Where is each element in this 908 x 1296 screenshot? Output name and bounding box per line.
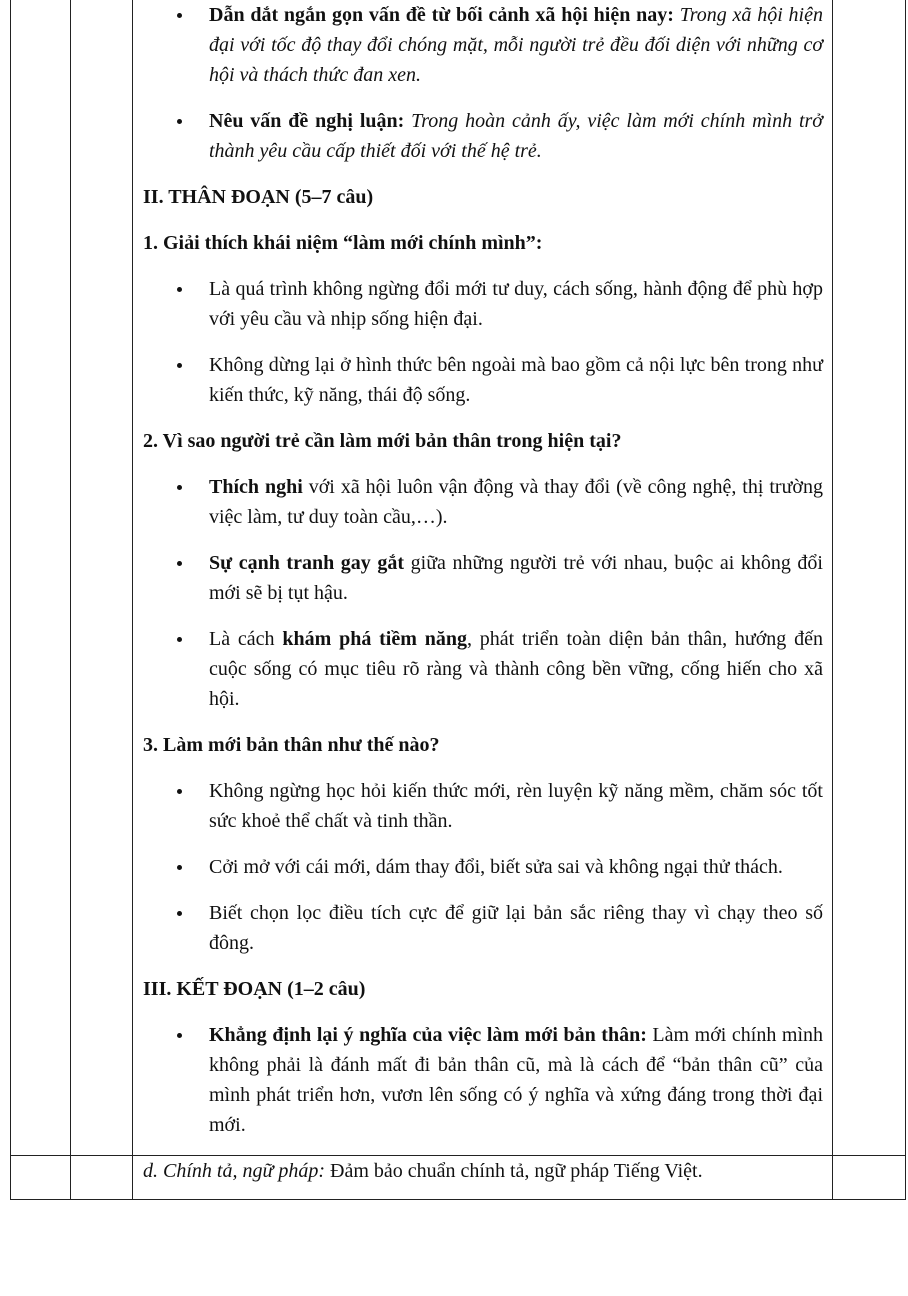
conclusion-list: [143, 1020, 823, 1140]
score-cell: [833, 0, 906, 1156]
blank-cell-1: [11, 1156, 71, 1200]
blank-cell-1: [11, 0, 71, 1156]
section-1-heading: 1. Giải thích khái niệm “làm mới chính mình”:: [143, 232, 543, 254]
rubric-table: [10, 0, 906, 1200]
blank-cell-2: [71, 0, 133, 1156]
spelling-criterion: d. Chính tả, ngữ pháp: Đảm bảo chuẩn chính tả, ngữ pháp Tiếng Việt.: [143, 1160, 703, 1182]
conclusion-item: Khẳng định lại ý nghĩa của việc làm mới bản thân: Làm mới chính mình không phải là đánh mất đi bản thân cũ, mà là cách để “bản thân cũ” của mình phát triển hơn, vươn lên sống có ý nghĩa và xứng đáng trong thời đại mới.: [143, 1020, 823, 1140]
section-3-item: Biết chọn lọc điều tích cực để giữ lại bản sắc riêng thay vì chạy theo số đông.: [143, 898, 823, 958]
section-2-item: Là cách khám phá tiềm năng, phát triển toàn diện bản thân, hướng đến cuộc sống có mục tiêu rõ ràng và thành công bền vững, cống hiến cho xã hội.: [143, 624, 823, 714]
intro-bullet-1: Dẫn dắt ngắn gọn vấn đề từ bối cảnh xã hội hiện nay: Trong xã hội hiện đại với tốc độ thay đổi chóng mặt, mỗi người trẻ đều đối diện với những cơ hội và thách thức đan xen.: [143, 0, 823, 90]
section-3-list: [143, 776, 823, 958]
section-1-item: Là quá trình không ngừng đổi mới tư duy, cách sống, hành động để phù hợp với yêu cầu và nhịp sống hiện đại.: [143, 274, 823, 334]
intro-bullet-2: Nêu vấn đề nghị luận: Trong hoàn cảnh ấy, việc làm mới chính mình trở thành yêu cầu cấp thiết đối với thế hệ trẻ.: [143, 106, 823, 166]
conclusion-heading: III. KẾT ĐOẠN (1–2 câu): [143, 978, 366, 1000]
section-1-item: Không dừng lại ở hình thức bên ngoài mà bao gồm cả nội lực bên trong như kiến thức, kỹ năng, thái độ sống.: [143, 350, 823, 410]
outline-content-cell: [133, 0, 833, 1156]
intro-list: [143, 0, 823, 166]
body-heading: II. THÂN ĐOẠN (5–7 câu): [143, 186, 374, 208]
section-2-item: Thích nghi với xã hội luôn vận động và thay đổi (về công nghệ, thị trường việc làm, tư duy toàn cầu,…).: [143, 472, 823, 532]
section-1-list: [143, 274, 823, 410]
score-cell: [833, 1156, 906, 1200]
section-2-list: [143, 472, 823, 714]
section-3-heading: 3. Làm mới bản thân như thế nào?: [143, 734, 440, 756]
spelling-content-cell: [133, 1156, 833, 1200]
outline-row: [11, 0, 906, 1156]
spelling-row: [11, 1156, 906, 1200]
blank-cell-2: [71, 1156, 133, 1200]
section-2-heading: 2. Vì sao người trẻ cần làm mới bản thân trong hiện tại?: [143, 430, 622, 452]
section-2-item: Sự cạnh tranh gay gắt giữa những người trẻ với nhau, buộc ai không đổi mới sẽ bị tụt hậu.: [143, 548, 823, 608]
section-3-item: Không ngừng học hỏi kiến thức mới, rèn luyện kỹ năng mềm, chăm sóc tốt sức khoẻ thể chất và tinh thần.: [143, 776, 823, 836]
section-3-item: Cởi mở với cái mới, dám thay đổi, biết sửa sai và không ngại thử thách.: [143, 852, 823, 882]
